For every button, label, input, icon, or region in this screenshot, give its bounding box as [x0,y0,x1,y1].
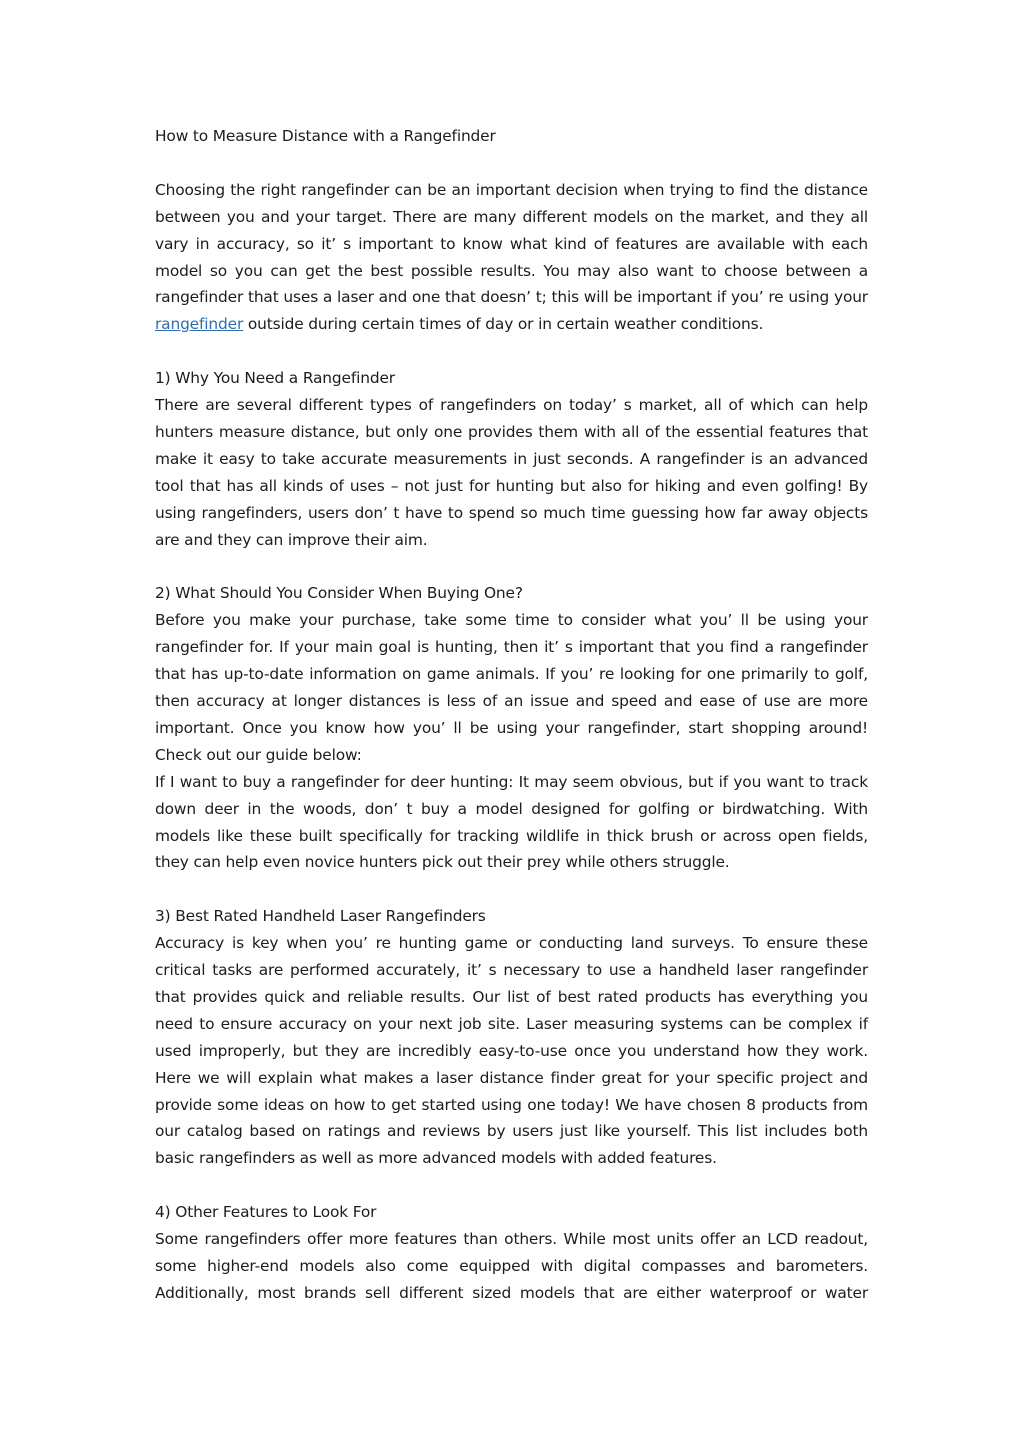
document-page [155,123,868,1307]
section-3-paragraph: Accuracy is key when you’ re hunting game or conducting land surveys. To ensure these critical tasks are performed accurately, it’ s necessary to use a handheld laser rangefinder that provides quick and reliable results. Our list of best rated products has everything you need to ensure accuracy on your next job site. Laser measuring systems can be complex if used improperly, but they are incredibly easy-to-use once you understand how they work. Here we will explain what makes a laser distance finder great for your specific project and provide some ideas on how to get started using one today! We have chosen 8 products from our catalog based on ratings and reviews by users just like yourself. This list includes both basic rangefinders as well as more advanced models with added features. [155,934,868,1168]
section-2-paragraph-2: If I want to buy a rangefinder for deer hunting: It may seem obvious, but if you want to track down deer in the woods, don’ t buy a model designed for golfing or birdwatching. With models like these built specifically for tracking wildlife in thick brush or across open fields, they can help even novice hunters pick out their prey while others struggle. [155,772,868,872]
document-title: How to Measure Distance with a Rangefinder [155,127,496,145]
section-4-heading: 4) Other Features to Look For [155,1203,377,1222]
section-1-heading: 1) Why You Need a Rangefinder [155,369,395,388]
intro-text-before-link: Choosing the right rangefinder can be an important decision when trying to find the distance between you and your target. There are many different models on the market, and they all vary in accuracy, so it’ s important to know what kind of features are available with each model so you can get the best possible results. You may also want to choose between a rangefinder that uses a laser and one that doesn’ t; this will be important if you’ re using your [155,180,868,307]
section-3-heading: 3) Best Rated Handheld Laser Rangefinders [155,907,486,926]
section-2-paragraph-1: Before you make your purchase, take some time to consider what you’ ll be using your rangefinder for. If your main goal is hunting, then it’ s important that you find a rangefinder that has up-to-date information on game animals. If you’ re looking for one primarily to golf, then accuracy at longer distances is less of an issue and speed and ease of use are more important. Once you know how you’ ll be using your rangefinder, start shopping around! Check out our guide below: [155,611,868,764]
intro-paragraph [155,177,868,338]
intro-text-after-link: outside during certain times of day or in certain weather conditions. [243,315,764,334]
section-4-paragraph: Some rangefinders offer more features than others. While most units offer an LCD readout, some higher-end models also come equipped with digital compasses and barometers. Additionally, most brands sell different sized models that are either waterproof or water [155,1230,868,1302]
section-2-heading: 2) What Should You Consider When Buying One? [155,584,523,603]
rangefinder-link[interactable]: rangefinder [155,315,244,334]
section-1-paragraph: There are several different types of rangefinders on today’ s market, all of which can help hunters measure distance, but only one provides them with all of the essential features that make it easy to take accurate measurements in just seconds. A rangefinder is an advanced tool that has all kinds of uses – not just for hunting but also for hiking and even golfing! By using rangefinders, users don’ t have to spend so much time guessing how far away objects are and they can improve their aim. [155,396,868,549]
